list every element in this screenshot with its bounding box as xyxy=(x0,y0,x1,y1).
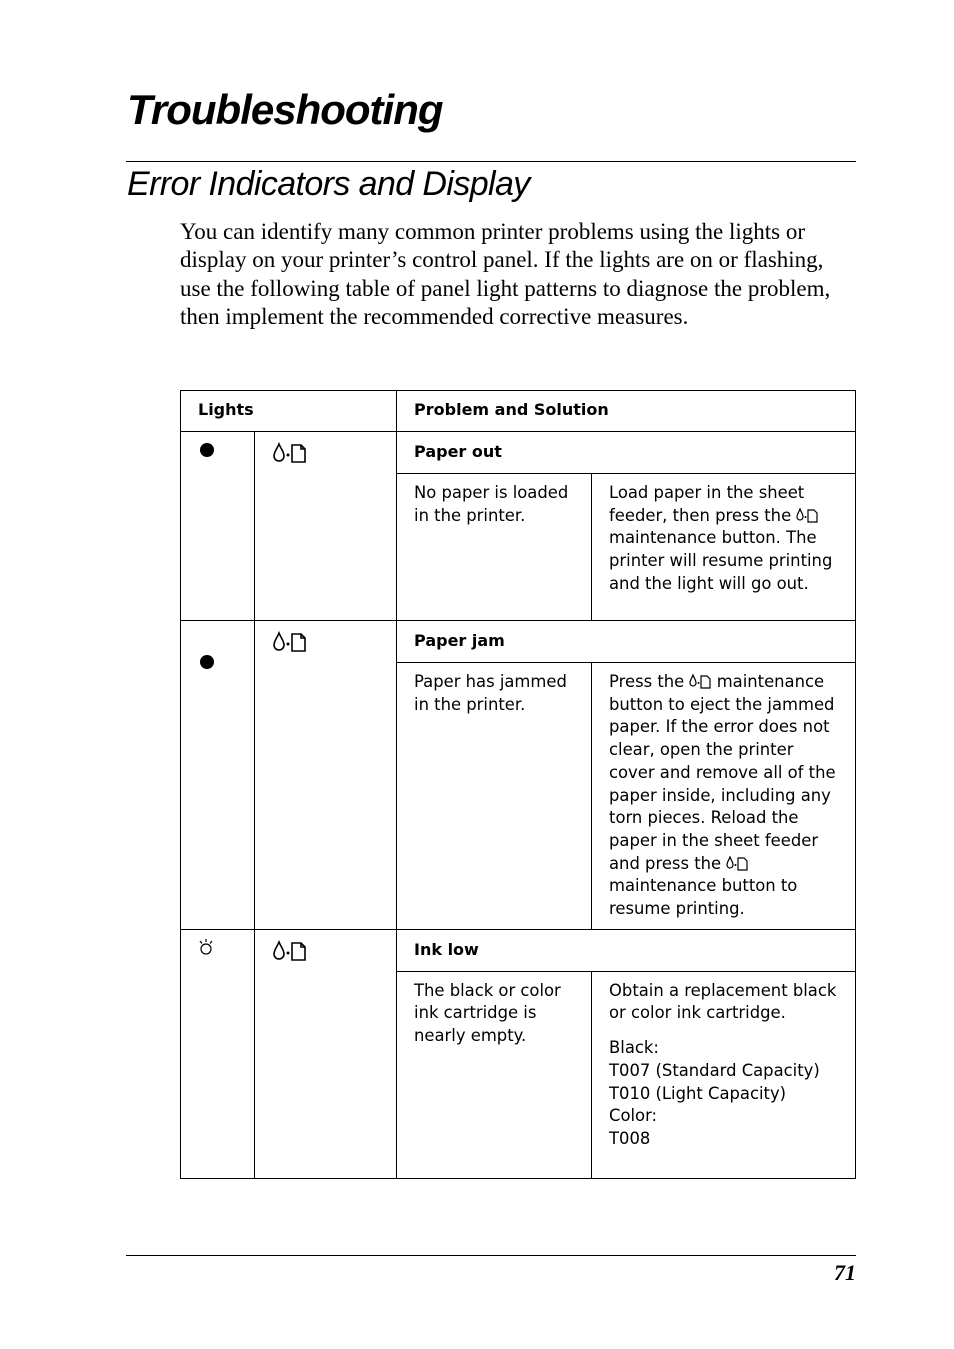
maintenance-light-cell xyxy=(255,621,397,930)
problem-title: Ink low xyxy=(397,929,856,971)
solution-text: Load paper in the sheet feeder, then press the xyxy=(609,483,805,525)
cartridge-line: T010 (Light Capacity) xyxy=(609,1083,787,1103)
footer-divider xyxy=(126,1255,856,1256)
problem-cause: The black or color ink cartridge is nearly empty. xyxy=(397,971,592,1178)
solution-text: Obtain a replacement black or color ink cartridge. xyxy=(609,980,837,1023)
intro-paragraph: You can identify many common printer problems using the lights or display on your printer’s control panel. If the lights are on or flashing, use the following table of panel light patterns to diagnose the problem, then implement the recommended corrective measures. xyxy=(180,219,831,330)
cartridge-list xyxy=(609,1037,841,1151)
light-indicator-cell xyxy=(181,929,255,1178)
cartridge-line: Black: xyxy=(609,1038,659,1058)
solution-text: maintenance button to resume printing. xyxy=(609,876,798,919)
problem-title: Paper out xyxy=(397,432,856,474)
problem-title: Paper jam xyxy=(397,621,856,663)
chapter-title: Troubleshooting xyxy=(127,86,443,133)
cartridge-line: T007 (Standard Capacity) xyxy=(609,1060,820,1080)
solution-text: maintenance button. The printer will resume printing and the light will go out. xyxy=(609,528,833,593)
page-number: 71 xyxy=(834,1260,856,1285)
problem-solution-header: Problem and Solution xyxy=(397,391,856,432)
lights-header: Lights xyxy=(181,391,397,432)
problem-solution xyxy=(592,971,856,1178)
light-indicator-cell xyxy=(181,621,255,930)
maintenance-light-icon xyxy=(272,939,308,963)
problem-cause: Paper has jammed in the printer. xyxy=(397,663,592,930)
maintenance-light-icon xyxy=(272,441,308,465)
maintenance-light-cell xyxy=(255,432,397,621)
maintenance-light-icon xyxy=(272,630,308,654)
solution-text: Press the xyxy=(609,672,690,691)
cartridge-line: T008 xyxy=(609,1128,651,1148)
error-indicator-table xyxy=(180,390,856,1179)
maintenance-button-icon xyxy=(726,856,748,871)
light-flashing-icon xyxy=(197,938,215,956)
table-row xyxy=(181,929,856,971)
light-on-icon xyxy=(200,655,214,669)
table-row xyxy=(181,621,856,663)
maintenance-light-cell xyxy=(255,929,397,1178)
table-header-row xyxy=(181,391,856,432)
maintenance-button-icon xyxy=(689,674,711,689)
problem-solution xyxy=(592,474,856,621)
light-on-icon xyxy=(200,443,214,457)
maintenance-button-icon xyxy=(796,508,818,523)
section-title: Error Indicators and Display xyxy=(127,165,530,203)
problem-cause: No paper is loaded in the printer. xyxy=(397,474,592,621)
table-row xyxy=(181,432,856,474)
light-indicator-cell xyxy=(181,432,255,621)
problem-solution xyxy=(592,663,856,930)
solution-text: maintenance button to eject the jammed paper. If the error does not clear, open the printer cover and remove all of the paper inside, including any torn pieces. Reload the paper in the sheet feeder and press the xyxy=(609,672,836,873)
cartridge-line: Color: xyxy=(609,1106,658,1126)
